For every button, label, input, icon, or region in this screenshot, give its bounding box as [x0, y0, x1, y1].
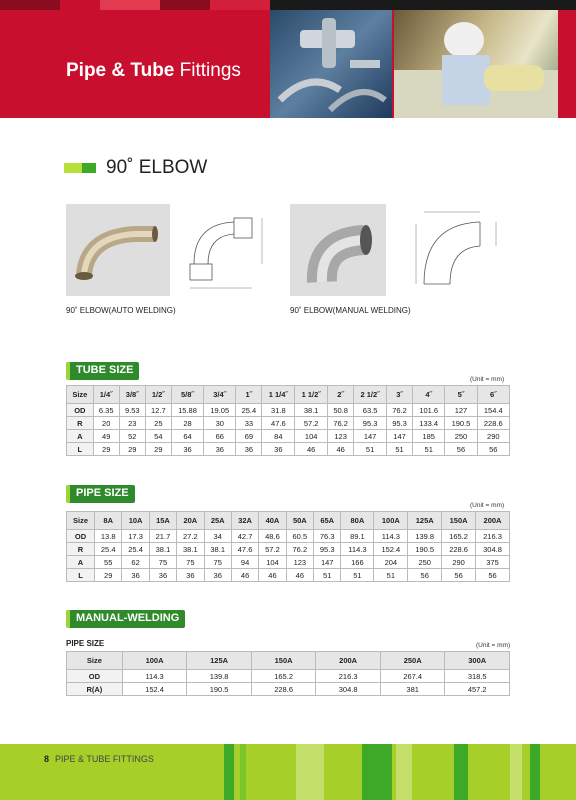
table-cell: 304.8 — [476, 543, 510, 556]
table-cell: 154.4 — [477, 404, 509, 417]
column-header: 15A — [149, 512, 176, 530]
title-bar-dark — [82, 163, 96, 173]
table-cell: 114.3 — [374, 530, 408, 543]
table-cell: 84 — [262, 430, 295, 443]
column-header: 20A — [177, 512, 204, 530]
table-cell: 190.5 — [408, 543, 442, 556]
header-title-bold: Pipe & Tube — [66, 60, 175, 81]
table-cell: 29 — [119, 443, 145, 456]
table-cell: 290 — [442, 556, 476, 569]
column-header: 50A — [286, 512, 313, 530]
table-cell: 166 — [341, 556, 374, 569]
row-header: L — [67, 443, 94, 456]
worker-photo — [394, 10, 558, 118]
table-cell: 147 — [387, 430, 413, 443]
column-header: 6˝ — [477, 386, 509, 404]
table-cell: 127 — [445, 404, 477, 417]
column-header: 3˝ — [387, 386, 413, 404]
table-cell: 152.4 — [122, 683, 187, 696]
row-header: A — [67, 430, 94, 443]
table-cell: 165.2 — [251, 670, 316, 683]
table-cell: 29 — [93, 443, 119, 456]
tube-size-table — [66, 385, 510, 456]
table-cell: 50.8 — [328, 404, 354, 417]
row-header: OD — [67, 530, 95, 543]
column-header: 100A — [374, 512, 408, 530]
table-cell: 20 — [93, 417, 119, 430]
column-header: 1/2˝ — [145, 386, 171, 404]
table-cell: 29 — [95, 569, 122, 582]
table-cell: 69 — [236, 430, 262, 443]
table-cell: 250 — [408, 556, 442, 569]
row-header: OD — [67, 670, 123, 683]
column-header: 2˝ — [328, 386, 354, 404]
table-cell: 318.5 — [445, 670, 510, 683]
manual-welding-subtitle: PIPE SIZE — [66, 639, 105, 648]
table-cell: 51 — [413, 443, 445, 456]
column-header: 80A — [341, 512, 374, 530]
table-cell: 228.6 — [442, 543, 476, 556]
table-row — [67, 569, 510, 582]
column-header: 5/8˝ — [171, 386, 203, 404]
table-cell: 56 — [477, 443, 509, 456]
column-header: 250A — [380, 652, 445, 670]
column-header: 1 1/4˝ — [262, 386, 295, 404]
manual-welding-unit: (Unit = mm) — [476, 642, 511, 649]
table-cell: 147 — [354, 430, 387, 443]
table-cell: 46 — [328, 443, 354, 456]
table-cell: 57.2 — [295, 417, 328, 430]
table-cell: 123 — [328, 430, 354, 443]
table-cell: 30 — [204, 417, 236, 430]
table-cell: 304.8 — [316, 683, 381, 696]
table-cell: 190.5 — [445, 417, 477, 430]
column-header: 40A — [259, 512, 286, 530]
row-header: R — [67, 417, 94, 430]
table-cell: 139.8 — [408, 530, 442, 543]
column-header: 125A — [187, 652, 252, 670]
table-cell: 76.2 — [286, 543, 313, 556]
elbow-auto-drawing — [184, 204, 274, 294]
table-cell: 54 — [145, 430, 171, 443]
page-footer — [0, 744, 576, 800]
footer-text — [44, 754, 154, 764]
elbow-auto-photo — [66, 204, 170, 296]
table-cell: 27.2 — [177, 530, 204, 543]
elbow-manual-photo — [290, 204, 386, 296]
table-cell: 165.2 — [442, 530, 476, 543]
column-header: 200A — [316, 652, 381, 670]
table-cell: 9.53 — [119, 404, 145, 417]
table-cell: 13.8 — [95, 530, 122, 543]
table-cell: 250 — [445, 430, 477, 443]
table-cell: 60.5 — [286, 530, 313, 543]
table-cell: 190.5 — [187, 683, 252, 696]
table-cell: 95.3 — [354, 417, 387, 430]
table-cell: 63.5 — [354, 404, 387, 417]
table-cell: 94 — [231, 556, 258, 569]
table-row — [67, 683, 510, 696]
table-cell: 36 — [171, 443, 203, 456]
manual-welding-table — [66, 651, 510, 696]
table-cell: 62 — [122, 556, 149, 569]
table-cell: 114.3 — [122, 670, 187, 683]
column-header: 1/4˝ — [93, 386, 119, 404]
table-cell: 47.6 — [231, 543, 258, 556]
table-cell: 75 — [177, 556, 204, 569]
row-header: R — [67, 543, 95, 556]
table-cell: 57.2 — [259, 543, 286, 556]
column-header: 1 1/2˝ — [295, 386, 328, 404]
column-header: 2 1/2˝ — [354, 386, 387, 404]
table-cell: 46 — [295, 443, 328, 456]
table-cell: 55 — [95, 556, 122, 569]
table-cell: 51 — [354, 443, 387, 456]
table-row — [67, 430, 510, 443]
table-cell: 29 — [145, 443, 171, 456]
column-header: Size — [67, 652, 123, 670]
page-number: 8 — [44, 754, 50, 764]
manual-welding-label: MANUAL-WELDING — [66, 610, 185, 628]
header-title — [66, 60, 241, 82]
header-color-strip — [0, 0, 576, 10]
table-cell: 12.7 — [145, 404, 171, 417]
caption-manual: 90˚ ELBOW(MANUAL WELDING) — [290, 306, 411, 315]
column-header: 150A — [442, 512, 476, 530]
table-cell: 267.4 — [380, 670, 445, 683]
table-cell: 133.4 — [413, 417, 445, 430]
table-cell: 19.05 — [204, 404, 236, 417]
table-cell: 36 — [122, 569, 149, 582]
table-cell: 290 — [477, 430, 509, 443]
table-cell: 28 — [171, 417, 203, 430]
table-cell: 216.3 — [316, 670, 381, 683]
table-cell: 56 — [442, 569, 476, 582]
table-cell: 228.6 — [251, 683, 316, 696]
table-cell: 36 — [204, 443, 236, 456]
elbow-manual-drawing — [410, 204, 504, 294]
table-cell: 147 — [314, 556, 341, 569]
table-cell: 152.4 — [374, 543, 408, 556]
column-header: 300A — [445, 652, 510, 670]
table-cell: 36 — [204, 569, 231, 582]
table-cell: 23 — [119, 417, 145, 430]
tube-size-label: TUBE SIZE — [66, 362, 139, 380]
table-cell: 56 — [408, 569, 442, 582]
table-cell: 457.2 — [445, 683, 510, 696]
table-cell: 15.88 — [171, 404, 203, 417]
header-title-rest: Fittings — [174, 60, 241, 81]
column-header: 100A — [122, 652, 187, 670]
table-row — [67, 670, 510, 683]
row-header: L — [67, 569, 95, 582]
table-cell: 76.3 — [314, 530, 341, 543]
table-cell: 185 — [413, 430, 445, 443]
fittings-photo — [270, 10, 392, 118]
table-cell: 375 — [476, 556, 510, 569]
table-cell: 75 — [149, 556, 176, 569]
column-header: 4˝ — [413, 386, 445, 404]
row-header: OD — [67, 404, 94, 417]
table-cell: 95.3 — [387, 417, 413, 430]
column-header: 3/4˝ — [204, 386, 236, 404]
table-row — [67, 443, 510, 456]
column-header: 8A — [95, 512, 122, 530]
table-row — [67, 530, 510, 543]
table-cell: 31.8 — [262, 404, 295, 417]
table-cell: 25.4 — [236, 404, 262, 417]
column-header: 32A — [231, 512, 258, 530]
table-cell: 47.6 — [262, 417, 295, 430]
column-header: 25A — [204, 512, 231, 530]
header-edge — [558, 10, 576, 118]
table-cell: 38.1 — [177, 543, 204, 556]
pipe-size-unit: (Unit = mm) — [470, 502, 505, 509]
table-cell: 123 — [286, 556, 313, 569]
table-cell: 66 — [204, 430, 236, 443]
table-cell: 95.3 — [314, 543, 341, 556]
column-header: 5˝ — [445, 386, 477, 404]
table-cell: 76.2 — [328, 417, 354, 430]
table-cell: 381 — [380, 683, 445, 696]
column-header: 150A — [251, 652, 316, 670]
table-cell: 46 — [231, 569, 258, 582]
table-cell: 228.6 — [477, 417, 509, 430]
table-cell: 52 — [119, 430, 145, 443]
section-title-text: 90˚ ELBOW — [106, 157, 208, 178]
table-cell: 6.35 — [93, 404, 119, 417]
table-cell: 56 — [476, 569, 510, 582]
pipe-size-label: PIPE SIZE — [66, 485, 135, 503]
footer-label: PIPE & TUBE FITTINGS — [55, 754, 154, 764]
table-cell: 42.7 — [231, 530, 258, 543]
table-cell: 51 — [387, 443, 413, 456]
table-cell: 139.8 — [187, 670, 252, 683]
column-header: 200A — [476, 512, 510, 530]
table-cell: 36 — [262, 443, 295, 456]
table-cell: 76.2 — [387, 404, 413, 417]
table-cell: 56 — [445, 443, 477, 456]
row-header: A — [67, 556, 95, 569]
column-header: Size — [67, 512, 95, 530]
table-cell: 25.4 — [122, 543, 149, 556]
table-cell: 34 — [204, 530, 231, 543]
caption-auto: 90˚ ELBOW(AUTO WELDING) — [66, 306, 176, 315]
table-cell: 46 — [286, 569, 313, 582]
table-cell: 49 — [93, 430, 119, 443]
table-cell: 51 — [314, 569, 341, 582]
table-cell: 216.3 — [476, 530, 510, 543]
title-bar-light — [64, 163, 82, 173]
table-cell: 36 — [149, 569, 176, 582]
table-row — [67, 417, 510, 430]
table-cell: 89.1 — [341, 530, 374, 543]
table-row — [67, 404, 510, 417]
table-cell: 46 — [259, 569, 286, 582]
table-cell: 25 — [145, 417, 171, 430]
table-cell: 17.3 — [122, 530, 149, 543]
table-cell: 51 — [341, 569, 374, 582]
column-header: 3/8˝ — [119, 386, 145, 404]
table-cell: 36 — [236, 443, 262, 456]
table-row — [67, 543, 510, 556]
column-header: 125A — [408, 512, 442, 530]
table-cell: 104 — [259, 556, 286, 569]
table-header-row — [67, 386, 510, 404]
column-header: 65A — [314, 512, 341, 530]
table-cell: 48.6 — [259, 530, 286, 543]
column-header: 1˝ — [236, 386, 262, 404]
table-cell: 38.1 — [204, 543, 231, 556]
table-cell: 38.1 — [295, 404, 328, 417]
table-row — [67, 556, 510, 569]
table-cell: 75 — [204, 556, 231, 569]
pipe-size-table — [66, 511, 510, 582]
table-cell: 101.6 — [413, 404, 445, 417]
column-header: Size — [67, 386, 94, 404]
table-cell: 21.7 — [149, 530, 176, 543]
table-header-row — [67, 652, 510, 670]
table-cell: 38.1 — [149, 543, 176, 556]
table-cell: 36 — [177, 569, 204, 582]
table-header-row — [67, 512, 510, 530]
table-cell: 33 — [236, 417, 262, 430]
column-header: 10A — [122, 512, 149, 530]
section-title — [64, 156, 207, 180]
row-header: R(A) — [67, 683, 123, 696]
table-cell: 51 — [374, 569, 408, 582]
table-cell: 104 — [295, 430, 328, 443]
table-cell: 114.3 — [341, 543, 374, 556]
table-cell: 25.4 — [95, 543, 122, 556]
table-cell: 204 — [374, 556, 408, 569]
tube-size-unit: (Unit = mm) — [470, 376, 505, 383]
table-cell: 64 — [171, 430, 203, 443]
